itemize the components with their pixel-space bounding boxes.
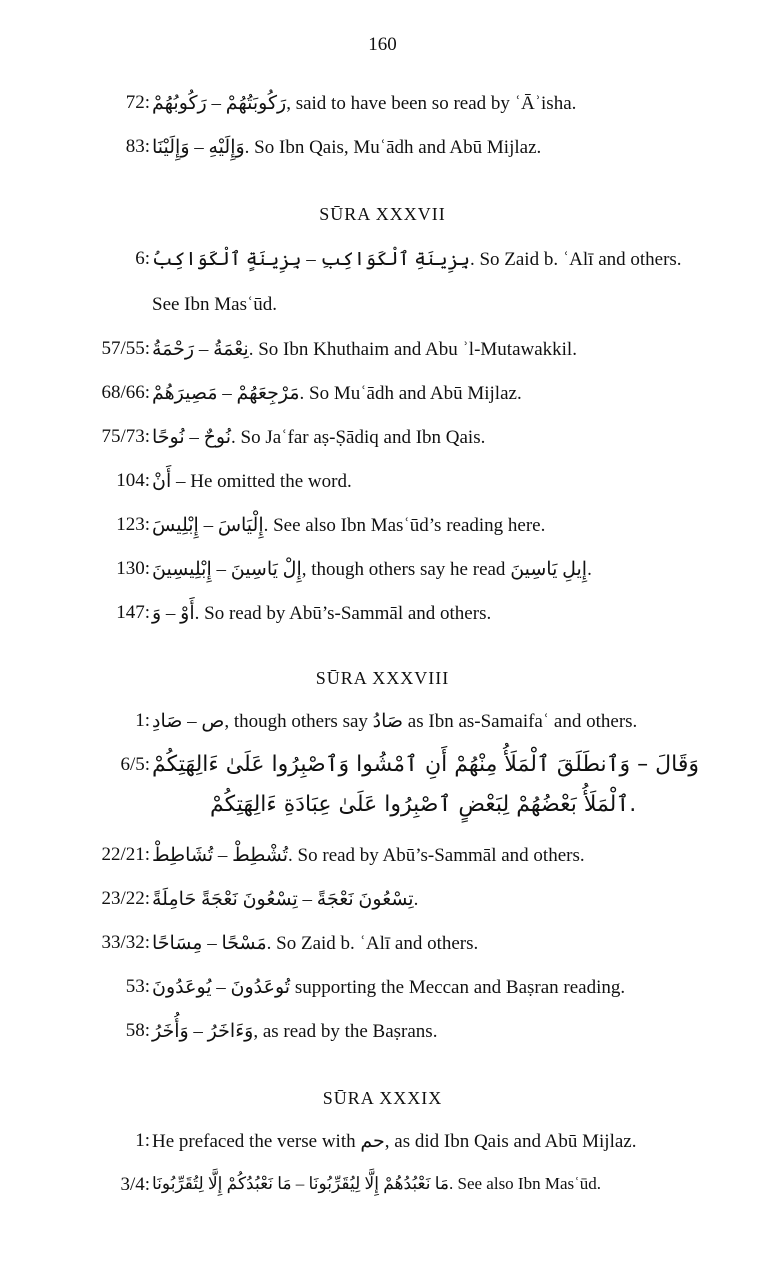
entry-text: See Ibn Masʿūd. — [152, 294, 278, 315]
entry-line — [0, 376, 765, 416]
page-number: 160 — [368, 34, 397, 55]
verse-number: 123: — [116, 514, 150, 535]
entry-line — [0, 508, 765, 548]
entry-text: إِلْ يَاسِينَ – إِبْلِيسِينَ, though others say he read إِيلِ يَاسِينَ. — [152, 559, 592, 580]
verse-number: 33/32: — [101, 932, 150, 953]
verse-number: 68/66: — [101, 382, 150, 403]
entry-line — [0, 420, 765, 460]
verse-number: 3/4: — [120, 1174, 150, 1195]
entry-text: مَسْحًا – مِسَاحًا. So Zaid b. ʿAlī and others. — [152, 933, 479, 954]
sura-heading: SŪRA XXXIX — [322, 1088, 443, 1108]
entry-text: ٱلْمَلَأُ بَعْضُهُمْ لِبَعْضٍ ٱصْبِرُوا عَلَىٰ عِبَادَةِ ءَالِهَتِكُمْ. — [210, 792, 637, 817]
entry-line — [0, 1014, 765, 1054]
verse-number: 104: — [116, 470, 150, 491]
entry-text: وَإِلَيْهِ – وَإِلَيْنَا. So Ibn Qais, Muʿādh and Abū Mijlaz. — [152, 137, 542, 158]
verse-number: 22/21: — [101, 844, 150, 865]
entry-text: نُوحٌ – نُوحًا. So Jaʿfar aṣ-Ṣādiq and Ibn Qais. — [152, 427, 486, 448]
verse-number: 130: — [116, 558, 150, 579]
entry-line — [0, 882, 765, 922]
entry-line — [0, 86, 765, 126]
entry-line — [0, 926, 765, 966]
verse-number: 6: — [135, 248, 150, 269]
entry-line — [0, 748, 765, 788]
entry-text: مَرْجِعَهُمْ – مَصِيرَهُمْ. So Muʿādh and Abū Mijlaz. — [152, 383, 522, 404]
entry-line — [0, 1168, 765, 1208]
sura-heading: SŪRA XXXVII — [319, 204, 446, 224]
entry-line — [0, 552, 765, 592]
entry-line — [0, 596, 765, 636]
entry-line-continued — [0, 788, 765, 828]
entry-text: مَا نَعْبُدُهُمْ إِلَّا لِيُقَرِّبُونَا – مَا نَعْبُدُكُمْ إِلَّا لِتُقَرِّبُونَا. See also Ibn Masʿūd. — [152, 1174, 602, 1193]
entry-text: بِزِينَةِ ٱلْكَوَاكِبِ – بِزِينَةٍ ٱلْكَوَاكِبُ. So Zaid b. ʿAlī and others. — [152, 249, 682, 270]
entry-text: تِسْعُونَ نَعْجَةً – تِسْعُونَ نَعْجَةً حَامِلَةً. — [152, 889, 419, 910]
entry-text: He prefaced the verse with حم, as did Ibn Qais and Abū Mijlaz. — [152, 1131, 637, 1152]
entry-text: رَكُوبَتُهُمْ – رَكُوبُهُمْ, said to have been so read by ʿĀʾisha. — [152, 93, 577, 114]
entry-text: إِلْيَاسَ – إِبْلِيسَ. See also Ibn Masʿūd’s reading here. — [152, 515, 546, 536]
entry-line-continued — [0, 288, 765, 328]
verse-number: 57/55: — [101, 338, 150, 359]
entry-line — [0, 704, 765, 744]
entry-line — [0, 1124, 765, 1164]
entry-line — [0, 838, 765, 878]
verse-number: 83: — [125, 136, 150, 157]
entry-text: أَنْ – He omitted the word. — [152, 471, 352, 492]
entry-text: وَءَاخَرُ – وَأُخَرُ, as read by the Baṣrans. — [152, 1021, 438, 1042]
entry-text: أَوْ – وَ. So read by Abū’s-Sammāl and others. — [152, 603, 492, 624]
verse-number: 1: — [135, 1130, 150, 1151]
entry-line — [0, 130, 765, 170]
entry-line — [0, 970, 765, 1010]
sura-heading: SŪRA XXXVIII — [315, 668, 450, 688]
entry-text: تُوعَدُونَ – يُوعَدُونَ supporting the Meccan and Baṣran reading. — [152, 977, 626, 998]
verse-number: 1: — [135, 710, 150, 731]
entry-text: تُشْطِطْ – تُشَاطِطْ. So read by Abū’s-Sammāl and others. — [152, 845, 585, 866]
verse-number: 72: — [125, 92, 150, 113]
verse-number: 53: — [125, 976, 150, 997]
verse-number: 147: — [116, 602, 150, 623]
entry-text: نِعْمَةُ – رَحْمَةُ. So Ibn Khuthaim and Abu ʾl-Mutawakkil. — [152, 339, 577, 360]
entry-text: وَقَالَ – وَٱنطَلَقَ ٱلْمَلَأُ مِنْهُمْ أَنِ ٱمْشُوا وَٱصْبِرُوا عَلَىٰ ءَالِهَتِكُمْ — [152, 752, 699, 777]
entry-line — [0, 242, 765, 282]
verse-number: 75/73: — [101, 426, 150, 447]
verse-number: 6/5: — [120, 754, 150, 775]
entry-line — [0, 464, 765, 504]
entry-line — [0, 332, 765, 372]
verse-number: 58: — [125, 1020, 150, 1041]
entry-text: ص – صَادِ, though others say صَادُ as Ibn as-Samaifaʿ and others. — [152, 711, 638, 732]
verse-number: 23/22: — [101, 888, 150, 909]
